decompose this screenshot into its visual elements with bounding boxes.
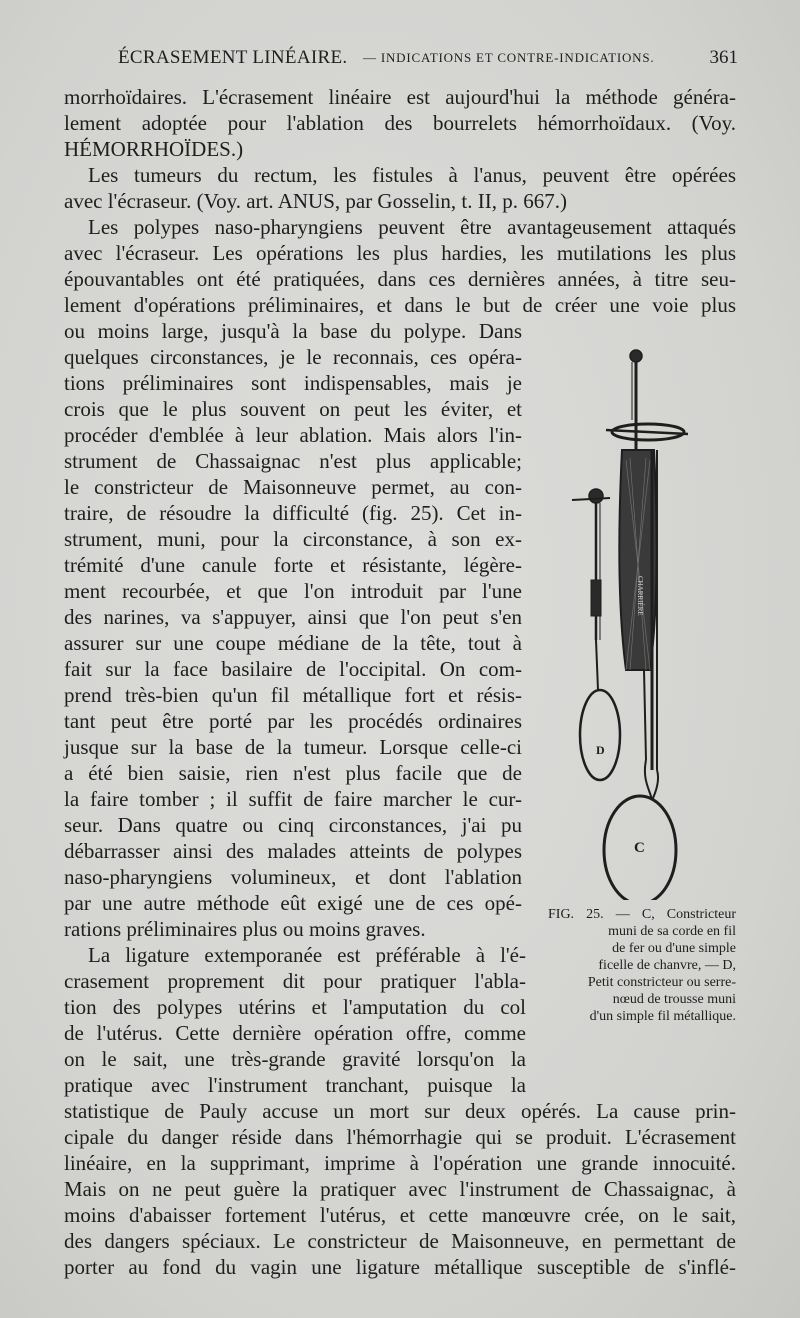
text-line: ment recourbée, et que l'on introduit par l'une <box>64 579 522 603</box>
text-line: la faire tomber ; il suffit de faire marcher le cur- <box>64 787 522 811</box>
text-line: linéaire, en la supprimant, imprime à l'opération une grande innocuité. <box>64 1151 736 1175</box>
figure-25-illustration <box>560 340 750 900</box>
text-line: assurer sur une coupe médiane de la tête, tout à <box>64 631 522 655</box>
text-line: lement d'opérations préliminaires, et dans le but de créer une voie plus <box>64 293 736 317</box>
text-line: fait sur la face basilaire de l'occipital. On com- <box>64 657 522 681</box>
text-line: Mais on ne peut guère la pratiquer avec l'instrument de Chassaignac, à <box>64 1177 736 1201</box>
text-line: débarrasser ainsi des malades atteints de polypes <box>64 839 522 863</box>
figure-label-c: C <box>634 840 645 856</box>
running-subtitle: — INDICATIONS ET CONTRE-INDICATIONS. <box>363 50 655 65</box>
text-line: traire, de résoudre la difficulté (fig. 25). Cet in- <box>64 501 522 525</box>
constrictor-c <box>604 350 688 900</box>
caption-line: muni de sa corde en fil <box>608 924 736 939</box>
text-line: on le sait, une très-grande gravité lorsqu'on la <box>64 1047 526 1071</box>
maker-mark: CHARRIÈRE <box>636 576 644 616</box>
text-line: le constricteur de Maisonneuve permet, au con- <box>64 475 522 499</box>
text-line: Les polypes naso-pharyngiens peuvent être avantageusement attaqués <box>88 215 736 239</box>
text-line: strument, muni, pour la circonstance, à son ex- <box>64 527 522 551</box>
constrictor-drawing <box>560 340 750 900</box>
caption-line: d'un simple fil métallique. <box>589 1009 736 1024</box>
text-line: des dangers spéciaux. Le constricteur de Maisonneuve, en permettant de <box>64 1229 736 1253</box>
running-title: ÉCRASEMENT LINÉAIRE. <box>118 47 348 68</box>
text-line: avec l'écraseur. Les opérations les plus hardies, les mutilations les plus <box>64 241 736 265</box>
text-line: par une autre méthode eût exigé une de ces opé- <box>64 891 522 915</box>
text-line: tant peut être porté par les procédés ordinaires <box>64 709 522 733</box>
text-line: seur. Dans quatre ou cinq circonstances, j'ai pu <box>64 813 522 837</box>
text-line: a été bien saisie, rien n'est plus facile que de <box>64 761 522 785</box>
caption-line: nœud de trousse muni <box>612 992 736 1007</box>
text-line: trémité d'une canule forte et résistante, légère- <box>64 553 522 577</box>
text-line: quelques circonstances, je le reconnais, ces opéra- <box>64 345 522 369</box>
text-line: moins d'abaisser fortement l'utérus, et cette manœuvre crée, on le sait, <box>64 1203 736 1227</box>
text-line: prend très-bien qu'un fil métallique fort et résis- <box>64 683 522 707</box>
serre-noeud-d <box>572 489 620 780</box>
figure-label-d: D <box>596 743 605 757</box>
text-line: HÉMORRHOÏDES.) <box>64 137 244 161</box>
text-line: La ligature extemporanée est préférable à l'é- <box>88 943 526 967</box>
text-line: rations préliminaires plus ou moins graves. <box>64 917 426 941</box>
text-line: crasement proprement dit pour pratiquer l'abla- <box>64 969 526 993</box>
text-line: avec l'écraseur. (Voy. art. ANUS, par Gosselin, t. II, p. 667.) <box>64 189 567 213</box>
text-line: ou moins large, jusqu'à la base du polype. Dans <box>64 319 522 343</box>
text-line: jusque sur la base de la tumeur. Lorsque celle-ci <box>64 735 522 759</box>
caption-line: de fer ou d'une simple <box>612 941 736 956</box>
text-line: porter au fond du vagin une ligature métallique susceptible de s'inflé- <box>64 1255 736 1279</box>
text-line: crois que le plus souvent on peut les éviter, et <box>64 397 522 421</box>
running-header <box>118 47 738 75</box>
text-line: procéder d'emblée à leur ablation. Mais alors l'in- <box>64 423 522 447</box>
caption-line: ficelle de chanvre, — D, <box>598 958 736 973</box>
text-line: tion des polypes utérins et l'amputation du col <box>64 995 526 1019</box>
text-line: lement adoptée pour l'ablation des bourrelets hémorrhoïdaux. (Voy. <box>64 111 736 135</box>
text-line: cipale du danger réside dans l'hémorrhagie qui se produit. L'écrasement <box>64 1125 736 1149</box>
text-line: de l'utérus. Cette dernière opération offre, comme <box>64 1021 526 1045</box>
text-line: pratique avec l'instrument tranchant, puisque la <box>64 1073 526 1097</box>
text-line: naso-pharyngiens volumineux, et dont l'ablation <box>64 865 522 889</box>
text-line: morrhoïdaires. L'écrasement linéaire est aujourd'hui la méthode généra- <box>64 85 736 109</box>
text-line: strument de Chassaignac n'est plus applicable; <box>64 449 522 473</box>
text-line: épouvantables ont été pratiquées, dans ces dernières années, à titre seu- <box>64 267 736 291</box>
text-line: tions préliminaires sont indispensables, mais je <box>64 371 522 395</box>
page-number: 361 <box>709 47 738 68</box>
figure-caption <box>548 906 736 1025</box>
text-line: des narines, va s'appuyer, ainsi que l'on peut s'en <box>64 605 522 629</box>
caption-line: Petit constricteur ou serre- <box>587 975 736 990</box>
text-line: statistique de Pauly accuse un mort sur deux opérés. La cause prin- <box>64 1099 736 1123</box>
text-line: Les tumeurs du rectum, les fistules à l'anus, peuvent être opérées <box>88 163 736 187</box>
caption-line: FIG. 25. — C, Constricteur <box>548 907 736 922</box>
